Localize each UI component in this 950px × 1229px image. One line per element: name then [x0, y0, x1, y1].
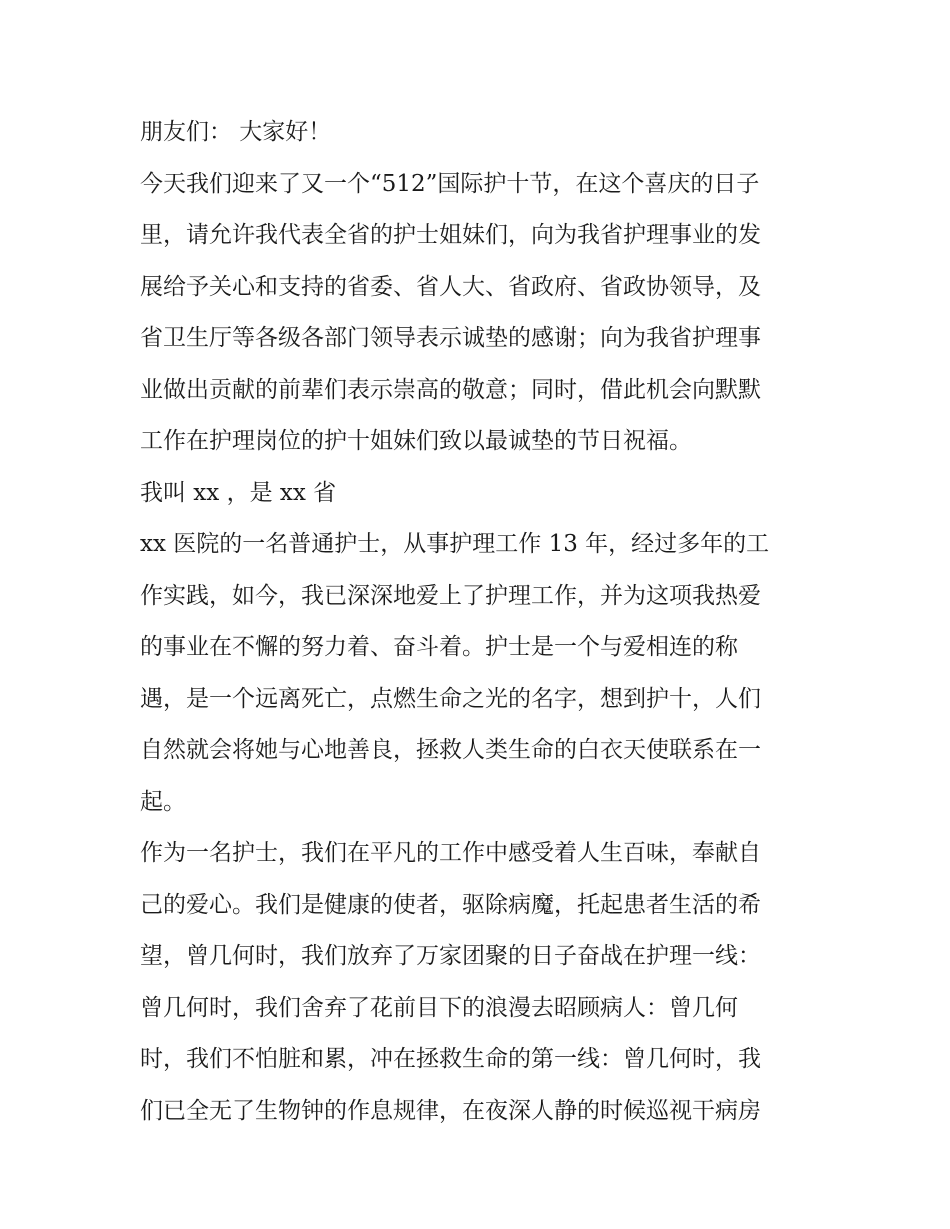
- text-line: 今天我们迎来了又一个“512”国际护十节，在这个喜庆的日子: [140, 170, 760, 197]
- greeting-line: 朋友们： 大家好！: [140, 119, 332, 145]
- text-line: 工作在护理岗位的护十姐妹们致以最诚垫的节日祝福。: [140, 428, 692, 454]
- text-line: 己的爱心。我们是健康的使者，驱除病魔，托起患者生活的希: [140, 891, 761, 918]
- text-line: 里，请允许我代表全省的护士姐妹们，向为我省护理事业的发: [140, 222, 761, 248]
- text-line: 作为一名护士，我们在平凡的工作中感受着人生百味，奉献自: [140, 840, 761, 866]
- text-line: 的事业在不懈的努力着、奋斗着。护士是一个与爱相连的称: [140, 634, 738, 660]
- text-line: 展给予关心和支持的省委、省人大、省政府、省政协领导，及: [140, 273, 761, 300]
- text-line: xx 医院的一名普通护士，从事护理工作 13 年，经过多年的工: [140, 531, 770, 557]
- text-line: 起。: [140, 788, 186, 815]
- text-line: 们已全无了生物钟的作息规律，在夜深人静的时候巡视干病房: [140, 1097, 761, 1124]
- text-line: 时，我们不怕脏和累，冲在拯救生命的第一线：曾几何时，我: [140, 1046, 761, 1072]
- text-line: 我叫 xx ，是 xx 省: [140, 479, 337, 506]
- text-line: 自然就会将她与心地善良，拯救人类生命的白衣天使联系在一: [140, 737, 761, 763]
- text-line: 遇，是一个远离死亡，点燃生命之光的名字，想到护十，人们: [140, 685, 761, 712]
- text-line: 望，曾几何时，我们放弃了万家团聚的日子奋战在护理一线：: [140, 943, 761, 969]
- speech-text: [140, 107, 840, 1137]
- text-line: 曾几何时，我们舍弃了花前目下的浪漫去昭顾病人：曾几何: [140, 994, 738, 1021]
- text-line: 业做出贡献的前辈们表示崇高的敬意；同时，借此机会向默默: [140, 376, 761, 403]
- text-line: 省卫生厅等各级各部门领导表示诚垫的感谢；向为我省护理事: [140, 325, 761, 351]
- text-line: 作实践，如今，我已深深地爱上了护理工作，并为这项我热爱: [140, 582, 761, 609]
